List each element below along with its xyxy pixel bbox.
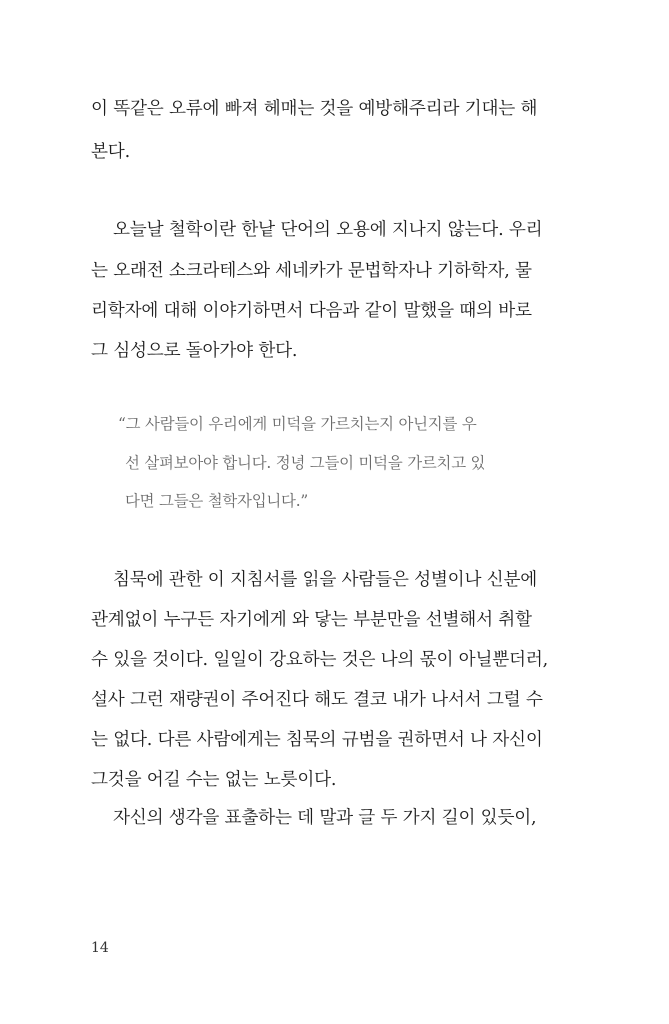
paragraph-line: 리학자에 대해 이야기하면서 다음과 같이 말했을 때의 바로 — [91, 301, 532, 321]
paragraph-line: 본다. — [91, 142, 130, 162]
paragraph-line: 오늘날 철학이란 한낱 단어의 오용에 지나지 않는다. 우리 — [113, 220, 543, 240]
paragraph-line: 그 심성으로 돌아가야 한다. — [91, 341, 298, 361]
paragraph-line: 관계없이 누구든 자기에게 와 닿는 부분만을 선별해서 취할 — [91, 610, 532, 630]
paragraph-line: 는 없다. 다른 사람에게는 침묵의 규범을 권하면서 나 자신이 — [91, 730, 543, 750]
paragraph-line: 자신의 생각을 표출하는 데 말과 글 두 가지 길이 있듯이, — [113, 808, 537, 828]
paragraph-line: 이 똑같은 오류에 빠져 헤매는 것을 예방해주리라 기대는 해 — [91, 99, 538, 119]
quote-line: “그 사람들이 우리에게 미덕을 가르치는지 아닌지를 우 — [118, 415, 477, 433]
paragraph-line: 침묵에 관한 이 지침서를 읽을 사람들은 성별이나 신분에 — [113, 570, 538, 590]
quote-line: 다면 그들은 철학자입니다.” — [125, 492, 309, 510]
paragraph-line: 는 오래전 소크라테스와 세네카가 문법학자나 기하학자, 물 — [91, 261, 532, 281]
page-number: 14 — [91, 940, 109, 956]
paragraph-line: 수 있을 것이다. 일일이 강요하는 것은 나의 몫이 아닐뿐더러, — [91, 650, 549, 670]
paragraph-line: 설사 그런 재량권이 주어진다 해도 결코 내가 나서서 그럴 수 — [91, 690, 543, 710]
quote-line: 선 살펴보아야 합니다. 정녕 그들이 미덕을 가르치고 있 — [125, 454, 486, 472]
paragraph-line: 그것을 어길 수는 없는 노릇이다. — [91, 770, 337, 790]
